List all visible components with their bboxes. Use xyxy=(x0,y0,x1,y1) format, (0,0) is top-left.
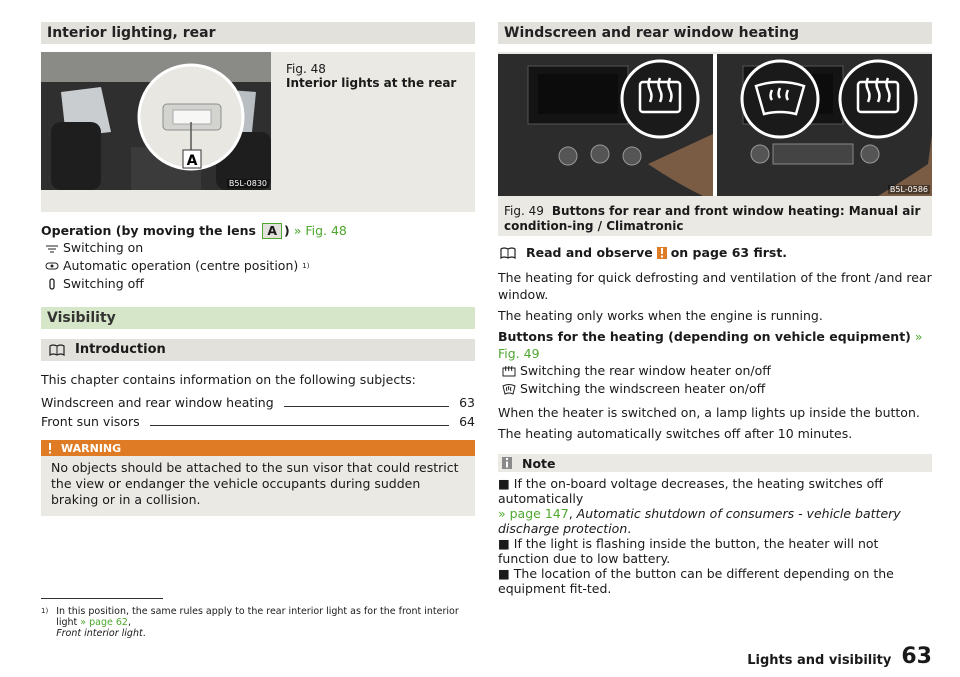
note-bullet: ■ If the on-board voltage decreases, the heating switches off automatically » page 147, Automatic shutdown of consumers - vehicle battery discharge protection. xyxy=(498,476,901,536)
intro-text: This chapter contains information on the following subjects: xyxy=(41,372,416,387)
warning-icon xyxy=(45,442,55,454)
note-text: If the on-board voltage decreases, the heating switches off automatically xyxy=(498,476,883,506)
toc-leader xyxy=(150,425,449,426)
footnote-text: , xyxy=(127,617,131,628)
note-header xyxy=(498,454,932,472)
section-title-visibility: Visibility xyxy=(41,307,475,329)
footnote-mark: 1) xyxy=(41,607,49,615)
toc-row[interactable] xyxy=(41,394,475,411)
warning-icon xyxy=(657,247,667,259)
lamp-auto-icon xyxy=(41,261,63,271)
fig-49-link[interactable]: » Fig. 49 xyxy=(498,329,923,361)
figure-code: B5L-0830 xyxy=(228,179,267,188)
buttons-heading xyxy=(498,328,932,362)
list-item xyxy=(498,362,932,380)
list-item-label: Switching the windscreen heater on/off xyxy=(520,381,766,396)
toc-label: Windscreen and rear window heating xyxy=(41,395,274,410)
section-title-interior-lighting: Interior lighting, rear xyxy=(41,22,475,44)
warning-header xyxy=(41,440,475,456)
figure-number: Fig. 49 xyxy=(504,204,544,218)
figure-48-photo xyxy=(41,52,271,190)
heating-buttons-list xyxy=(498,362,932,398)
lamp-on-icon xyxy=(41,243,63,253)
callout-a-inline: A xyxy=(262,223,282,239)
list-item xyxy=(41,239,475,257)
footnote-text: In this position, the same rules apply to the rear interior light as for the front interior light xyxy=(56,606,459,628)
footnote-ref: 1) xyxy=(302,262,310,270)
note-text: , xyxy=(568,506,577,521)
figure-caption-text: Interior lights at the rear xyxy=(286,76,457,90)
page-62-link[interactable]: » page 62 xyxy=(80,617,128,628)
list-item-label: Automatic operation (centre position) xyxy=(63,258,299,273)
list-item xyxy=(41,275,475,293)
section-title-window-heating: Windscreen and rear window heating xyxy=(498,22,932,44)
note-text: If the light is flashing inside the button, the heater will not function due to low battery. xyxy=(498,536,879,566)
lamp-modes-list xyxy=(41,239,475,293)
toc-row[interactable] xyxy=(41,413,475,430)
list-item-label: Switching off xyxy=(63,276,144,291)
page-147-link[interactable]: » page 147 xyxy=(498,506,569,521)
figure-number: Fig. 48 xyxy=(286,62,326,76)
introduction-label: Introduction xyxy=(75,342,166,357)
note-bullet: ■ If the light is flashing inside the button, the heater will not function due to low battery. xyxy=(498,536,879,566)
chapter-name: Lights and visibility xyxy=(747,653,892,668)
operation-line xyxy=(41,222,475,239)
list-item xyxy=(41,257,475,275)
interior-light-illustration xyxy=(41,52,271,190)
warning-text: No objects should be attached to the sun visor that could restrict the view or endanger the vehicle occupants during sudden braking or in a collision. xyxy=(51,460,459,507)
paragraph: The heating only works when the engine is running. xyxy=(498,308,823,323)
callout-a-label: A xyxy=(186,153,198,169)
figure-49-caption xyxy=(498,196,932,240)
toc-page: 64 xyxy=(459,414,475,429)
note-body xyxy=(498,476,932,596)
left-column xyxy=(41,22,475,516)
dashboard-illustration xyxy=(498,54,932,196)
page-number: 63 xyxy=(901,644,932,669)
read-observe-suffix: on page 63 first. xyxy=(670,245,788,260)
note-text: The location of the button can be different depending on the equipment fit-ted. xyxy=(498,566,894,596)
fig-48-link[interactable]: » Fig. 48 xyxy=(293,223,347,238)
read-observe-label: Read and observe xyxy=(526,245,653,260)
toc xyxy=(41,394,475,430)
paragraph: The heating for quick defrosting and ventilation of the front /and rear window. xyxy=(498,270,932,302)
info-icon xyxy=(502,457,512,469)
windscreen-heater-icon xyxy=(498,383,520,395)
introduction-bar xyxy=(41,339,475,361)
paragraph: The heating automatically switches off after 10 minutes. xyxy=(498,426,853,441)
buttons-heading-label: Buttons for the heating (depending on vehicle equipment) xyxy=(498,329,911,344)
toc-label: Front sun visors xyxy=(41,414,140,429)
toc-leader xyxy=(284,406,449,407)
footnote-divider xyxy=(41,598,163,599)
figure-49-photo xyxy=(498,54,932,196)
operation-label: Operation (by moving the lens xyxy=(41,223,261,238)
list-item xyxy=(498,380,932,398)
note-text: . xyxy=(627,521,632,536)
read-observe-line xyxy=(498,244,932,261)
operation-suffix: ) xyxy=(284,223,290,238)
note-bullet: ■ The location of the button can be different depending on the equipment fit-ted. xyxy=(498,566,894,596)
footnote-text: . xyxy=(142,628,146,639)
warning-box xyxy=(41,440,475,516)
lamp-off-icon xyxy=(41,278,63,290)
right-column xyxy=(498,22,932,596)
footnote xyxy=(41,606,481,639)
book-icon xyxy=(49,344,65,356)
rear-window-heater-icon xyxy=(498,365,520,377)
paragraph: When the heater is switched on, a lamp lights up inside the button. xyxy=(498,405,920,420)
warning-label: WARNING xyxy=(61,441,122,455)
figure-48 xyxy=(41,52,475,212)
toc-page: 63 xyxy=(459,395,475,410)
note-italic: Automatic shutdown of consumers - vehicle battery discharge protection xyxy=(498,506,901,536)
figure-caption-text: Buttons for rear and front window heating: Manual air condition-ing / Climatronic xyxy=(504,204,921,233)
note-label: Note xyxy=(522,455,556,471)
book-icon xyxy=(500,247,516,259)
footnote-italic: Front interior light xyxy=(56,628,143,639)
figure-49 xyxy=(498,52,932,236)
list-item-label: Switching the rear window heater on/off xyxy=(520,363,771,378)
page-footer xyxy=(747,646,932,668)
list-item-label: Switching on xyxy=(63,240,144,255)
figure-code: B5L-0586 xyxy=(889,185,928,194)
figure-48-caption xyxy=(286,62,456,90)
